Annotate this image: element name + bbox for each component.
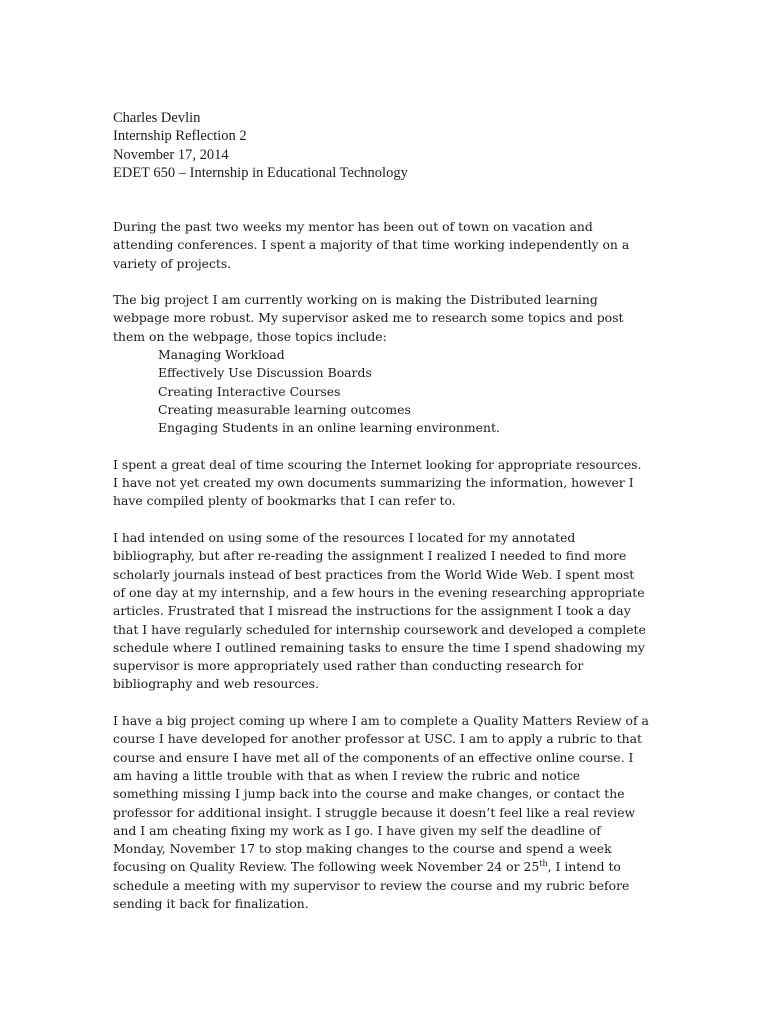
text-line: course and ensure I have met all of the components of an effective online course. I bbox=[113, 749, 634, 765]
topic-item: Engaging Students in an online learning environment. bbox=[158, 420, 500, 436]
text-line: Monday, November 17 to stop making changes to the course and spend a week bbox=[113, 841, 612, 857]
text-line: I have not yet created my own documents summarizing the information, however I bbox=[113, 475, 634, 491]
paragraph-mentor-away bbox=[113, 218, 673, 273]
topic-item: Creating Interactive Courses bbox=[158, 383, 341, 399]
document-header bbox=[113, 109, 408, 183]
text-line: scholarly journals instead of best practices from the World Wide Web. I spent most bbox=[113, 566, 635, 582]
document-body bbox=[113, 218, 673, 932]
text-line: webpage more robust. My supervisor asked me to research some topics and post bbox=[113, 310, 624, 326]
text-segment: , I intend to bbox=[547, 859, 621, 875]
text-segment: focusing on Quality Review. The following week November 24 or 25 bbox=[113, 859, 540, 875]
text-line: course I have developed for another professor at USC. I am to apply a rubric to that bbox=[113, 731, 642, 747]
ordinal-suffix: th bbox=[539, 859, 548, 869]
course-name: EDET 650 – Internship in Educational Technology bbox=[113, 165, 408, 182]
paragraph-resources bbox=[113, 456, 673, 511]
text-line: schedule where I outlined remaining tasks to ensure the time I spend shadowing my bbox=[113, 639, 645, 655]
paragraph-big-project bbox=[113, 291, 673, 437]
text-line: bibliography and web resources. bbox=[113, 676, 319, 692]
text-line: supervisor is more appropriately used rather than conducting research for bbox=[113, 658, 584, 674]
text-line: and I am cheating fixing my work as I go. I have given my self the deadline of bbox=[113, 822, 601, 838]
text-line: professor for additional insight. I struggle because it doesn’t feel like a real review bbox=[113, 804, 636, 820]
topic-item: Managing Workload bbox=[158, 347, 285, 363]
topic-item: Effectively Use Discussion Boards bbox=[158, 365, 372, 381]
text-line: During the past two weeks my mentor has been out of town on vacation and bbox=[113, 219, 593, 234]
paragraph-bibliography bbox=[113, 529, 673, 694]
author-name: Charles Devlin bbox=[113, 110, 201, 126]
text-line-with-superscript bbox=[113, 858, 673, 876]
text-line: of one day at my internship, and a few hours in the evening researching appropriate bbox=[113, 584, 645, 600]
topic-item: Creating measurable learning outcomes bbox=[158, 401, 411, 417]
text-line: something missing I jump back into the course and make changes, or contact the bbox=[113, 786, 625, 802]
document-title: Internship Reflection 2 bbox=[113, 128, 247, 145]
text-line: articles. Frustrated that I misread the instructions for the assignment I took a day bbox=[113, 603, 631, 619]
text-line: sending it back for finalization. bbox=[113, 895, 309, 911]
paragraph-quality-matters bbox=[113, 712, 673, 913]
text-line: that I have regularly scheduled for internship coursework and developed a complete bbox=[113, 621, 646, 637]
text-line: schedule a meeting with my supervisor to review the course and my rubric before bbox=[113, 877, 630, 893]
text-line: The big project I am currently working on is making the Distributed learning bbox=[113, 292, 598, 308]
text-line: variety of projects. bbox=[113, 255, 232, 271]
document-date: November 17, 2014 bbox=[113, 146, 229, 163]
text-line: I spent a great deal of time scouring the Internet looking for appropriate resources. bbox=[113, 456, 642, 472]
text-line: bibliography, but after re-reading the assignment I realized I needed to find more bbox=[113, 548, 627, 564]
text-line: them on the webpage, those topics include: bbox=[113, 328, 387, 344]
text-line: am having a little trouble with that as when I review the rubric and notice bbox=[113, 767, 581, 783]
text-line: I had intended on using some of the resources I located for my annotated bbox=[113, 530, 576, 546]
text-line: attending conferences. I spent a majority of that time working independently on a bbox=[113, 237, 630, 253]
text-line: have compiled plenty of bookmarks that I can refer to. bbox=[113, 493, 456, 509]
text-line: I have a big project coming up where I am to complete a Quality Matters Review of a bbox=[113, 713, 649, 729]
